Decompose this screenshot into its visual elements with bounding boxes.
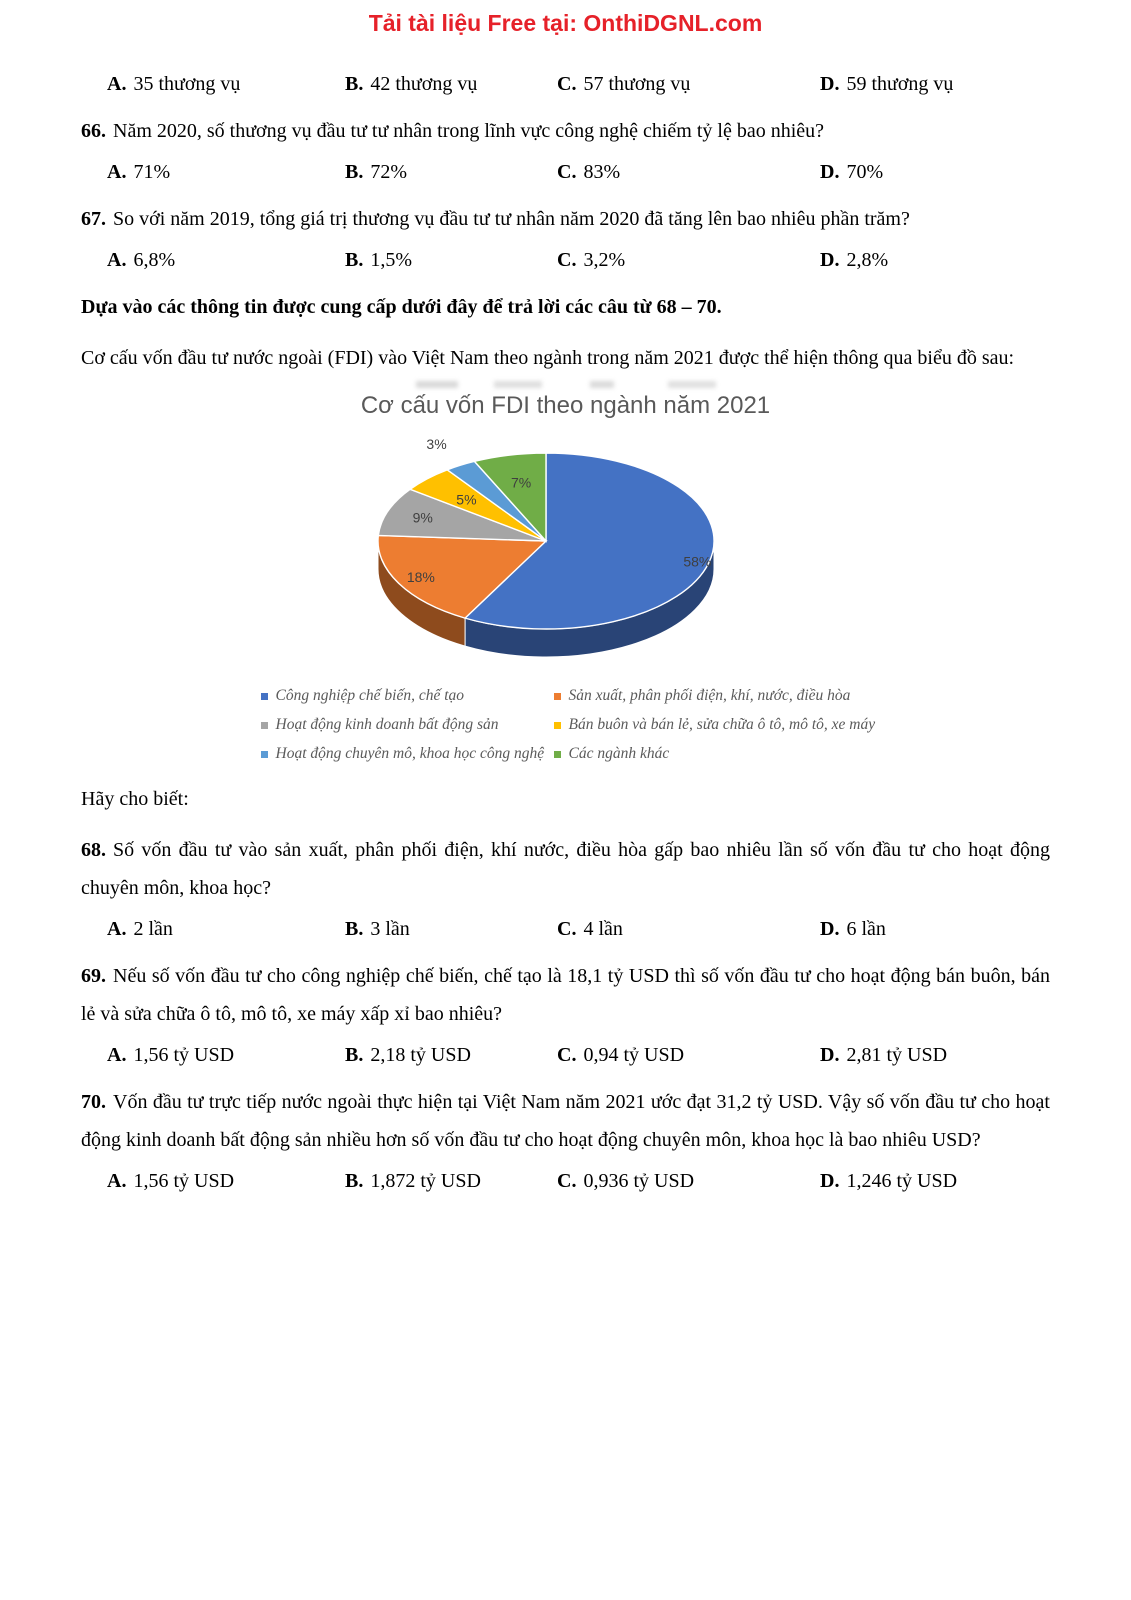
legend-swatch-icon xyxy=(554,693,561,700)
option-c xyxy=(557,159,820,185)
legend-swatch-icon xyxy=(261,722,268,729)
legend-swatch-icon xyxy=(261,693,268,700)
question-66-options xyxy=(81,159,1050,185)
pie-label-2: 9% xyxy=(412,509,433,526)
question-66-text xyxy=(81,112,1050,150)
legend-label: Bán buôn và bán lẻ, sửa chữa ô tô, mô tô, xe máy xyxy=(568,716,876,733)
pie-label-0: 58% xyxy=(682,553,711,570)
pie-label-5: 7% xyxy=(510,474,531,491)
pie-label-1: 18% xyxy=(406,569,435,586)
option-text: 3 lần xyxy=(370,918,410,940)
question-69-text xyxy=(81,957,1050,1033)
option-text: 72% xyxy=(370,161,408,183)
legend-label: Công nghiệp chế biến, chế tạo xyxy=(275,687,465,704)
option-a xyxy=(107,71,345,97)
intro-text: Cơ cấu vốn đầu tư nước ngoài (FDI) vào Việt Nam theo ngành trong năm 2021 được thể hiện thông qua biểu đồ sau: xyxy=(81,347,1015,369)
question-body: Vốn đầu tư trực tiếp nước ngoài thực hiện tại Việt Nam năm 2021 ước đạt 31,2 tỷ USD. Vậy số vốn đầu tư cho hoạt động kinh doanh bất động sản nhiều hơn số vốn đầu tư cho hoạt động chuyên môn, khoa học là bao nhiêu USD? xyxy=(81,1091,1050,1151)
legend-label: Các ngành khác xyxy=(568,745,670,762)
option-text: 70% xyxy=(846,161,884,183)
option-letter: A. xyxy=(107,1044,127,1066)
option-text: 1,246 tỷ USD xyxy=(846,1170,958,1192)
legend-item-1 xyxy=(554,686,876,706)
option-letter: C. xyxy=(557,918,577,940)
option-c xyxy=(557,1168,820,1194)
question-67-text xyxy=(81,200,1050,238)
option-letter: B. xyxy=(345,73,364,95)
option-text: 6,8% xyxy=(133,249,176,271)
legend-item-3 xyxy=(554,715,876,735)
question-body: Số vốn đầu tư vào sản xuất, phân phối điện, khí nước, điều hòa gấp bao nhiêu lần số vốn đầu tư cho hoạt động chuyên môn, khoa học? xyxy=(81,839,1050,899)
pie-label-3: 5% xyxy=(455,491,477,508)
option-a xyxy=(107,916,345,942)
chart-legend xyxy=(261,686,876,764)
lead-options-row xyxy=(81,71,1050,97)
question-body: So với năm 2019, tổng giá trị thương vụ đầu tư tư nhân năm 2020 đã tăng lên bao nhiêu phần trăm? xyxy=(113,208,910,230)
option-b xyxy=(345,247,557,273)
option-text: 83% xyxy=(583,161,621,183)
promo-text: Tải tài liệu Free tại: OnthiDGNL.com xyxy=(368,10,763,36)
option-letter: D. xyxy=(820,1170,840,1192)
legend-item-2 xyxy=(261,715,554,735)
option-text: 57 thương vụ xyxy=(583,73,691,95)
artifact-smudge xyxy=(416,381,716,388)
option-text: 4 lần xyxy=(583,918,623,940)
promo-header xyxy=(0,0,1131,37)
option-a xyxy=(107,1042,345,1068)
question-number: 68. xyxy=(81,839,106,861)
option-letter: A. xyxy=(107,918,127,940)
question-69-options xyxy=(81,1042,1050,1068)
legend-item-0 xyxy=(261,686,554,706)
option-d xyxy=(820,916,1050,942)
option-letter: B. xyxy=(345,1170,364,1192)
option-b xyxy=(345,71,557,97)
option-a xyxy=(107,1168,345,1194)
option-d xyxy=(820,1042,1050,1068)
option-c xyxy=(557,71,820,97)
option-c xyxy=(557,916,820,942)
question-70-options xyxy=(81,1168,1050,1194)
option-letter: B. xyxy=(345,1044,364,1066)
option-letter: A. xyxy=(107,73,127,95)
option-text: 71% xyxy=(133,161,171,183)
option-letter: D. xyxy=(820,73,840,95)
option-letter: B. xyxy=(345,161,364,183)
option-d xyxy=(820,1168,1050,1194)
instruction-text: Dựa vào các thông tin được cung cấp dưới đây để trả lời các câu từ 68 – 70. xyxy=(81,296,722,318)
option-letter: C. xyxy=(557,161,577,183)
option-a xyxy=(107,159,345,185)
option-letter: D. xyxy=(820,1044,840,1066)
option-text: 1,56 tỷ USD xyxy=(133,1044,235,1066)
legend-label: Hoạt động kinh doanh bất động sản xyxy=(275,716,499,733)
option-b xyxy=(345,159,557,185)
legend-swatch-icon xyxy=(554,751,561,758)
question-67-options xyxy=(81,247,1050,273)
option-a xyxy=(107,247,345,273)
option-d xyxy=(820,247,1050,273)
option-text: 1,872 tỷ USD xyxy=(370,1170,481,1192)
pie-label-4: 3% xyxy=(425,436,447,453)
option-text: 0,94 tỷ USD xyxy=(583,1044,685,1066)
option-text: 2,81 tỷ USD xyxy=(846,1044,948,1066)
option-d xyxy=(820,159,1050,185)
option-letter: D. xyxy=(820,249,840,271)
option-letter: A. xyxy=(107,161,127,183)
question-number: 70. xyxy=(81,1091,106,1113)
question-number: 69. xyxy=(81,965,106,987)
question-body: Nếu số vốn đầu tư cho công nghiệp chế biến, chế tạo là 18,1 tỷ USD thì số vốn đầu tư cho hoạt động bán buôn, bán lẻ và sửa chữa ô tô, mô tô, xe máy xấp xỉ bao nhiêu? xyxy=(81,965,1050,1025)
page-content xyxy=(0,71,1131,1194)
question-68-options xyxy=(81,916,1050,942)
legend-item-4 xyxy=(261,744,554,764)
option-text: 1,56 tỷ USD xyxy=(133,1170,235,1192)
option-letter: A. xyxy=(107,249,127,271)
question-number: 67. xyxy=(81,208,106,230)
chart-title: Cơ cấu vốn FDI theo ngành năm 2021 xyxy=(360,392,771,419)
option-text: 35 thương vụ xyxy=(133,73,241,95)
legend-swatch-icon xyxy=(554,722,561,729)
option-letter: B. xyxy=(345,918,364,940)
option-text: 59 thương vụ xyxy=(846,73,954,95)
option-text: 2 lần xyxy=(133,918,173,940)
prompt-text: Hãy cho biết: xyxy=(81,788,189,810)
option-letter: D. xyxy=(820,161,840,183)
pie-wrap xyxy=(256,425,876,678)
option-letter: C. xyxy=(557,249,577,271)
legend-item-5 xyxy=(554,744,876,764)
option-text: 0,936 tỷ USD xyxy=(583,1170,695,1192)
option-text: 2,8% xyxy=(846,249,889,271)
legend-swatch-icon xyxy=(261,751,268,758)
option-text: 2,18 tỷ USD xyxy=(370,1044,471,1066)
option-b xyxy=(345,1168,557,1194)
fdi-pie-chart xyxy=(256,381,876,764)
legend-label: Hoạt động chuyên mô, khoa học công nghệ xyxy=(275,745,545,762)
question-68-text xyxy=(81,831,1050,907)
option-b xyxy=(345,916,557,942)
option-letter: C. xyxy=(557,1044,577,1066)
option-text: 3,2% xyxy=(583,249,626,271)
question-body: Năm 2020, số thương vụ đầu tư tư nhân trong lĩnh vực công nghệ chiếm tỷ lệ bao nhiêu? xyxy=(113,120,825,142)
pie-chart-svg xyxy=(256,425,876,673)
option-letter: C. xyxy=(557,1170,577,1192)
question-number: 66. xyxy=(81,120,106,142)
option-text: 6 lần xyxy=(846,918,886,940)
option-text: 1,5% xyxy=(370,249,413,271)
option-letter: B. xyxy=(345,249,364,271)
option-d xyxy=(820,71,1050,97)
option-letter: C. xyxy=(557,73,577,95)
option-c xyxy=(557,1042,820,1068)
option-letter: D. xyxy=(820,918,840,940)
option-c xyxy=(557,247,820,273)
legend-label: Sản xuất, phân phối điện, khí, nước, điều hòa xyxy=(568,687,851,704)
option-text: 42 thương vụ xyxy=(370,73,478,95)
option-b xyxy=(345,1042,557,1068)
question-70-text xyxy=(81,1083,1050,1159)
option-letter: A. xyxy=(107,1170,127,1192)
